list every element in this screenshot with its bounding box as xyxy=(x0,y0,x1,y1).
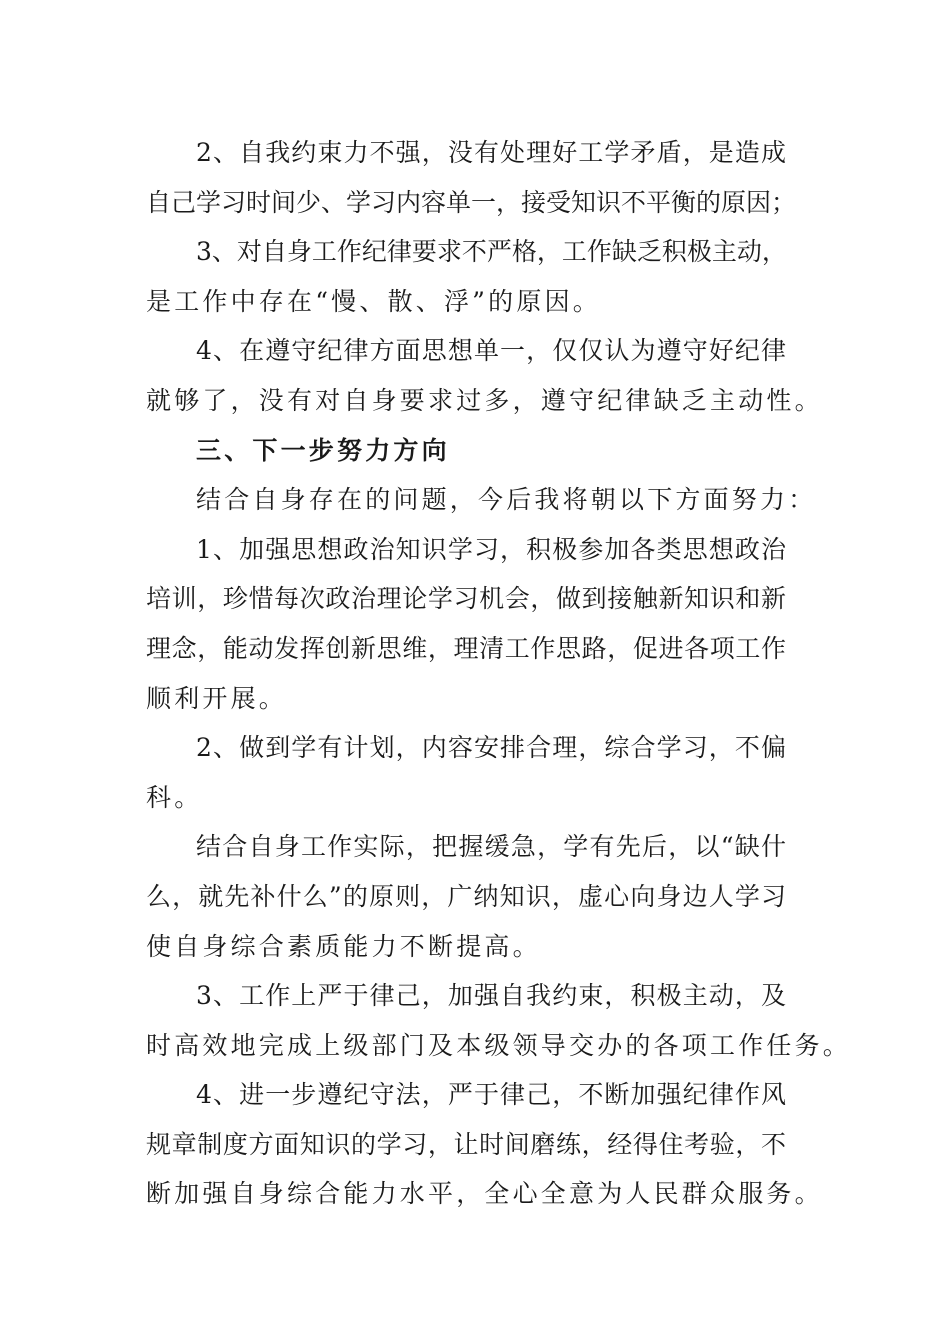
paragraph-line: 断加强自身综合能力水平，全心全意为人民群众服务。 xyxy=(146,1179,823,1209)
paragraph-line: 时高效地完成上级部门及本级领导交办的各项工作任务。 xyxy=(146,1030,852,1060)
paragraph-line: 顺利开展。 xyxy=(146,683,288,713)
paragraph-line: 自己学习时间少、学习内容单一，接受知识不平衡的原因； xyxy=(146,187,797,217)
paragraph-line: 3、对自身工作纪律要求不严格，工作缺乏积极主动， xyxy=(196,237,787,267)
paragraph-line: 科。 xyxy=(146,782,203,812)
paragraph-line: 是工作中存在“慢、散、浮”的原因。 xyxy=(146,286,601,316)
paragraph-line: 就够了，没有对自身要求过多，遵守纪律缺乏主动性。 xyxy=(146,385,823,415)
paragraph-line: 理念，能动发挥创新思维，理清工作思路，促进各项工作 xyxy=(146,633,786,663)
paragraph-line: 么，就先补什么”的原则，广纳知识，虚心向身边人学习 xyxy=(146,881,786,911)
paragraph-line: 结合自身工作实际，把握缓急，学有先后，以“缺什 xyxy=(196,832,786,862)
paragraph-line: 规章制度方面知识的学习，让时间磨练，经得住考验，不 xyxy=(146,1129,786,1159)
paragraph-line: 4、在遵守纪律方面思想单一，仅仅认为遵守好纪律 xyxy=(196,336,786,366)
paragraph-line: 3、工作上严于律己，加强自我约束，积极主动，及 xyxy=(196,981,786,1011)
paragraph-line: 培训，珍惜每次政治理论学习机会，做到接触新知识和新 xyxy=(146,584,786,614)
section-heading: 三、下一步努力方向 xyxy=(196,435,450,465)
paragraph-line: 使自身综合素质能力不断提高。 xyxy=(146,931,541,961)
paragraph-line: 1、加强思想政治知识学习，积极参加各类思想政治 xyxy=(196,534,786,564)
paragraph-line: 结合自身存在的问题，今后我将朝以下方面努力： xyxy=(196,485,817,515)
document-body xyxy=(146,128,852,1219)
paragraph-line: 2、做到学有计划，内容安排合理，综合学习，不偏 xyxy=(196,733,786,763)
paragraph-line: 4、进一步遵纪守法，严于律己，不断加强纪律作风 xyxy=(196,1080,786,1110)
paragraph-line: 2、自我约束力不强，没有处理好工学矛盾，是造成 xyxy=(196,138,786,167)
